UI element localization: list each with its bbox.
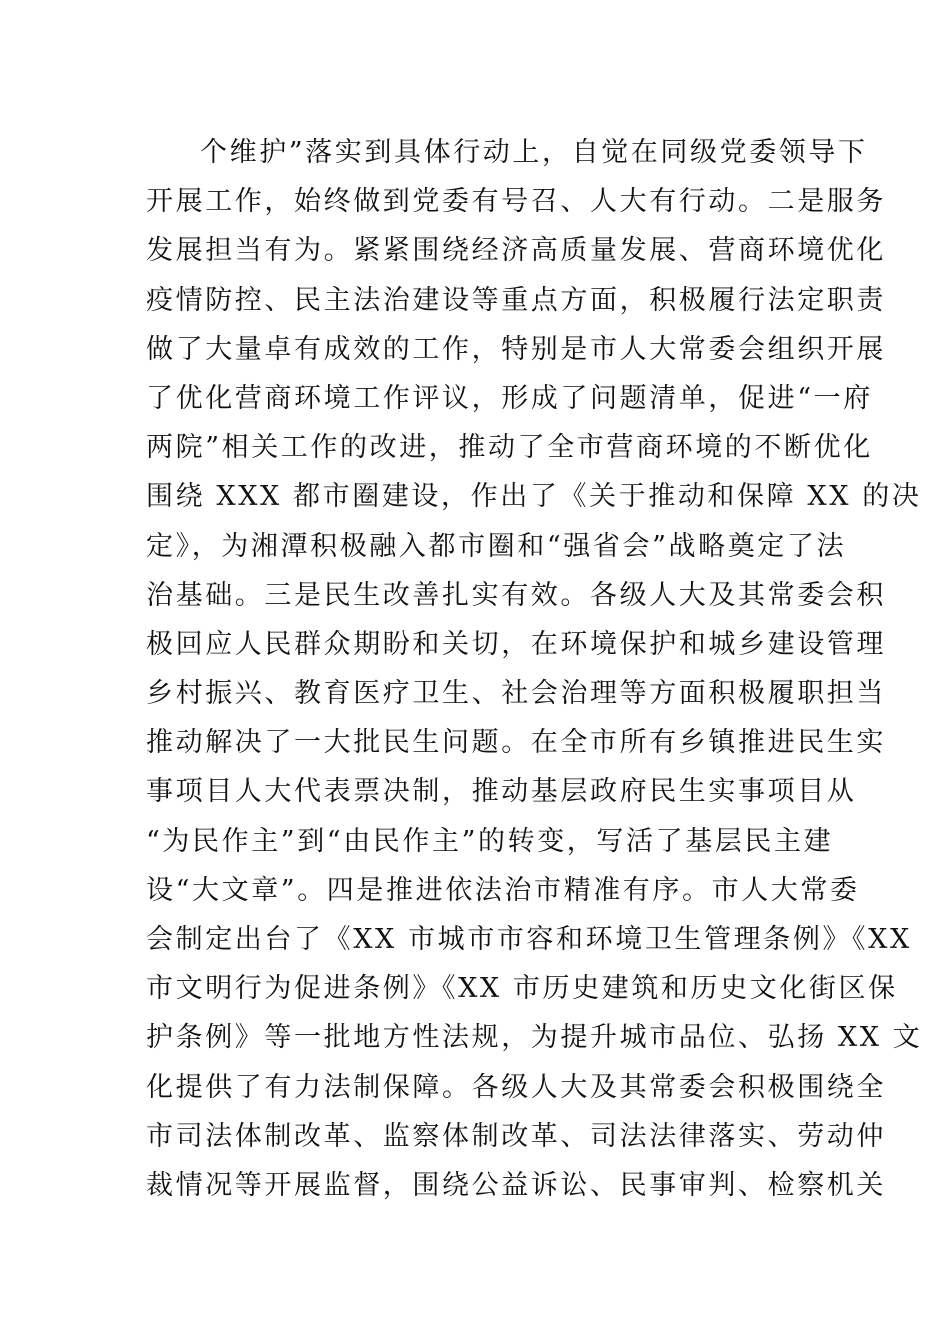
text-line: 设“大文章”。四是推进依法治市精准有序。市人大常委 [146, 874, 860, 906]
text-line: 会制定出台了《XX 市城市市容和环境卫生管理条例》《XX [146, 924, 912, 955]
text-line: 乡村振兴、教育医疗卫生、社会治理等方面积极履职担当 [146, 678, 886, 710]
body-text [146, 128, 923, 1210]
text-line: 市司法体制改革、监察体制改革、司法法律落实、劳动仲 [146, 1120, 886, 1152]
text-line: 裁情况等开展监督，围绕公益诉讼、民事审判、检察机关 [146, 1169, 886, 1201]
text-line: 推动解决了一大批民生问题。在全市所有乡镇推进民生实 [146, 727, 886, 759]
text-line: 了优化营商环境工作评议，形成了问题清单，促进“一府 [146, 382, 873, 414]
text-line: “为民作主”到“由民作主”的转变，写活了基层民主建 [146, 825, 834, 857]
text-line: 围绕 XXX 都市圈建设，作出了《关于推动和保障 XX 的决 [146, 481, 922, 513]
text-line: 疫情防控、民主法治建设等重点方面，积极履行法定职责 [146, 284, 886, 316]
text-line: 个维护”落实到具体行动上，自觉在同级党委领导下 [200, 137, 868, 168]
text-line: 做了大量卓有成效的工作，特别是市人大常委会组织开展 [146, 333, 886, 365]
text-line: 市文明行为促进条例》《XX 市历史建筑和历史文化街区保 [146, 973, 898, 1005]
text-line: 两院”相关工作的改进，推动了全市营商环境的不断优化 [146, 432, 873, 464]
text-line: 定》，为湘潭积极融入都市圈和“强省会”战略奠定了法 [146, 530, 847, 562]
text-line: 护条例》等一批地方性法规，为提升城市品位、弘扬 XX 文 [146, 1022, 923, 1054]
text-line: 极回应人民群众期盼和关切，在环境保护和城乡建设管理 [146, 628, 886, 660]
text-line: 化提供了有力法制保障。各级人大及其常委会积极围绕全 [146, 1071, 886, 1103]
text-line: 发展担当有为。紧紧围绕经济高质量发展、营商环境优化 [146, 235, 886, 267]
text-line: 开展工作，始终做到党委有号召、人大有行动。二是服务 [146, 186, 886, 218]
text-line: 事项目人大代表票决制，推动基层政府民生实事项目从 [146, 776, 857, 808]
text-line: 治基础。三是民生改善扎实有效。各级人大及其常委会积 [146, 579, 886, 611]
